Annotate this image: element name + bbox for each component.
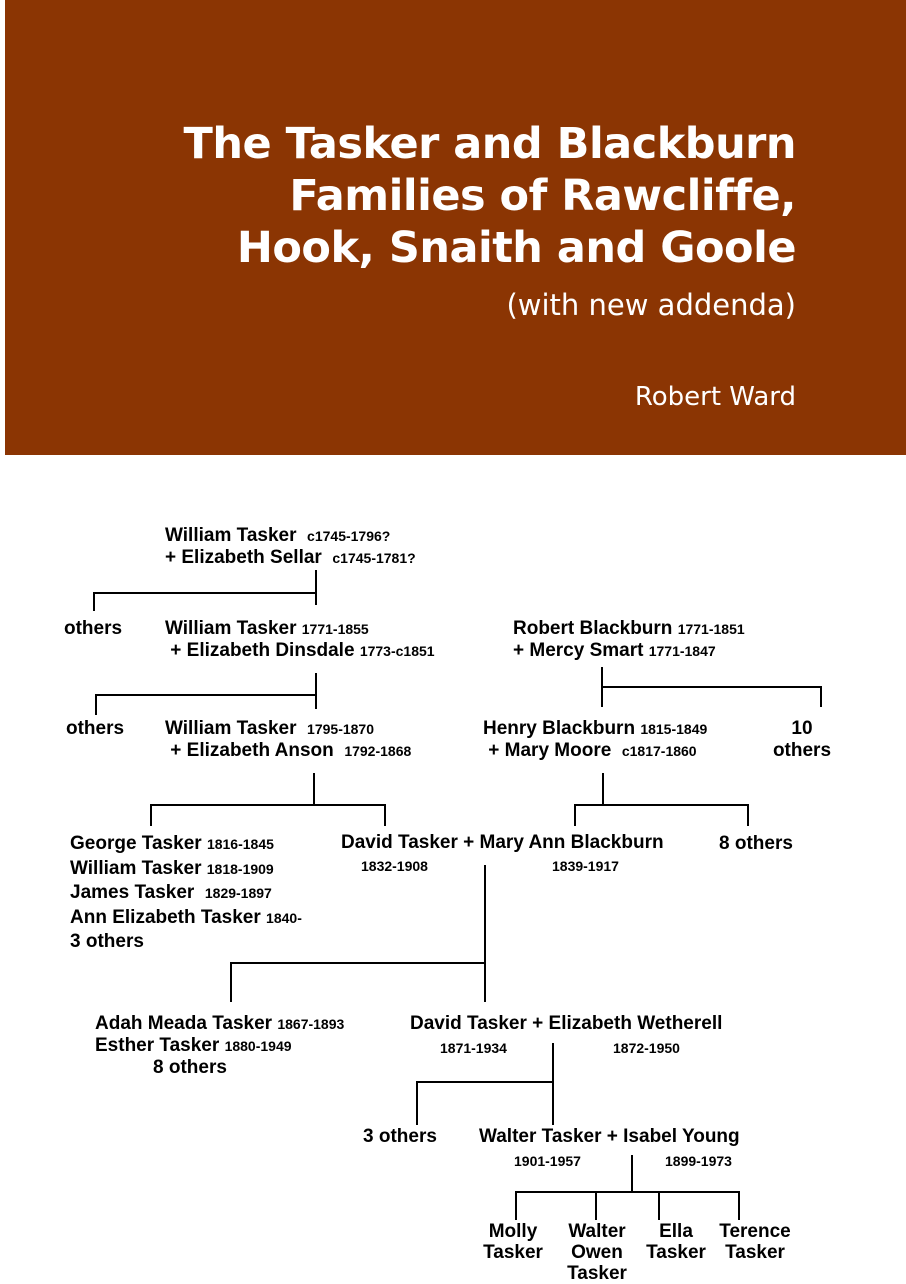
g4-siblings [70, 832, 302, 955]
b1-person-1 [513, 618, 745, 640]
book-title-line: Families of Rawcliffe, [289, 171, 796, 221]
person-dates: 1816-1845 [206, 836, 274, 852]
g6-dates-2: 1899-1973 [665, 1153, 732, 1169]
g3-others: others [66, 718, 125, 739]
person-name: James Tasker [70, 882, 195, 903]
g6-others: 3 others [363, 1126, 437, 1147]
child-name-line: Tasker [725, 1242, 785, 1263]
person-dates: c1745-1781? [332, 550, 416, 566]
g2-person-1 [165, 618, 435, 640]
g4-couple-name: David Tasker + Mary Ann Blackburn [341, 832, 664, 853]
person-dates: 1867-1893 [277, 1016, 345, 1032]
sibling-entry [70, 906, 302, 931]
child-name-line: Tasker [483, 1242, 543, 1263]
person-name: Robert Blackburn [513, 618, 673, 639]
person-name: Henry Blackburn [483, 718, 636, 739]
person-name: + Mercy Smart [513, 640, 644, 661]
person-name: Ann Elizabeth Tasker [70, 906, 261, 928]
person-name: Esther Tasker [95, 1035, 220, 1056]
person-name: George Tasker [70, 833, 202, 854]
g7-child [562, 1221, 632, 1284]
person-name: William Tasker [70, 857, 202, 879]
b2-others [769, 718, 835, 762]
person-dates: 1773-c1851 [359, 643, 435, 659]
child-name-line: Ella [659, 1221, 693, 1242]
g3-person-1 [165, 718, 411, 740]
person-dates: 1818-1909 [206, 860, 274, 877]
b2-person-2 [483, 740, 707, 762]
g4-others: 8 others [719, 833, 793, 854]
sibling-entry [70, 930, 302, 955]
g2-others: others [64, 618, 123, 639]
person-name: + Mary Moore [488, 740, 612, 761]
sibling-entry [95, 1035, 344, 1057]
b2-person-1 [483, 718, 707, 740]
g3-person-2 [165, 740, 411, 762]
person-dates: 1771-1851 [677, 621, 745, 637]
g5-couple-name: David Tasker + Elizabeth Wetherell [410, 1013, 723, 1034]
g2-person-2 [165, 640, 435, 662]
child-name-line: Walter [568, 1221, 626, 1242]
g7-child [713, 1221, 797, 1263]
person-dates: 1792-1868 [344, 743, 412, 759]
person-name: Adah Meada Tasker [95, 1013, 273, 1034]
book-subtitle: (with new addenda) [506, 288, 796, 322]
person-name: 3 others [70, 931, 144, 952]
person-name: + Elizabeth Anson [170, 740, 334, 761]
person-name: + Elizabeth Sellar [165, 547, 322, 568]
g1-person-2 [165, 547, 416, 569]
person-dates: c1817-1860 [621, 743, 697, 759]
person-dates: 1815-1849 [640, 721, 708, 737]
g3-couple [165, 718, 411, 762]
child-name-line: Tasker [646, 1242, 706, 1263]
g4-dates-1: 1832-1908 [361, 858, 428, 874]
g4-dates-2: 1839-1917 [552, 858, 619, 874]
person-name: 8 others [153, 1057, 227, 1078]
person-dates: 1840- [266, 909, 302, 926]
cover-banner [5, 0, 906, 455]
person-name: + Elizabeth Dinsdale [170, 640, 355, 661]
child-name-line: Terence [719, 1221, 791, 1242]
book-title [184, 118, 796, 274]
g6-dates-1: 1901-1957 [514, 1153, 581, 1169]
sibling-entry [95, 1057, 344, 1079]
g7-child [477, 1221, 549, 1263]
book-title-line: Hook, Snaith and Goole [236, 223, 796, 273]
child-name-line: Tasker [567, 1263, 627, 1284]
sibling-entry [70, 881, 302, 906]
g5-siblings [95, 1013, 344, 1079]
g6-couple-name: Walter Tasker + Isabel Young [479, 1126, 740, 1147]
family-tree [0, 455, 906, 1283]
person-dates: 1880-1949 [224, 1038, 292, 1054]
person-dates: 1795-1870 [307, 721, 374, 737]
person-dates: 1771-1847 [648, 643, 716, 659]
person-name: William Tasker [165, 618, 297, 639]
sibling-entry [70, 832, 302, 857]
book-title-line: The Tasker and Blackburn [183, 119, 796, 169]
child-name-line: Molly [488, 1221, 538, 1242]
sibling-entry [70, 857, 302, 882]
g7-child [640, 1221, 712, 1263]
b2-couple [483, 718, 707, 762]
others-label: others [772, 740, 832, 761]
b1-person-2 [513, 640, 745, 662]
person-name: William Tasker [165, 525, 297, 546]
child-name-line: Owen [571, 1242, 623, 1263]
book-author: Robert Ward [634, 382, 796, 412]
sibling-entry [95, 1013, 344, 1035]
g1-couple [165, 525, 416, 569]
person-dates: 1829-1897 [204, 885, 272, 901]
g5-dates-2: 1872-1950 [613, 1040, 680, 1056]
b1-couple [513, 618, 745, 662]
person-dates: c1745-1796? [307, 528, 391, 544]
g5-dates-1: 1871-1934 [440, 1040, 507, 1056]
person-name: William Tasker [165, 718, 297, 739]
g1-person-1 [165, 525, 416, 547]
g2-couple [165, 618, 435, 662]
others-count: 10 [791, 718, 813, 739]
person-dates: 1771-1855 [301, 621, 369, 637]
